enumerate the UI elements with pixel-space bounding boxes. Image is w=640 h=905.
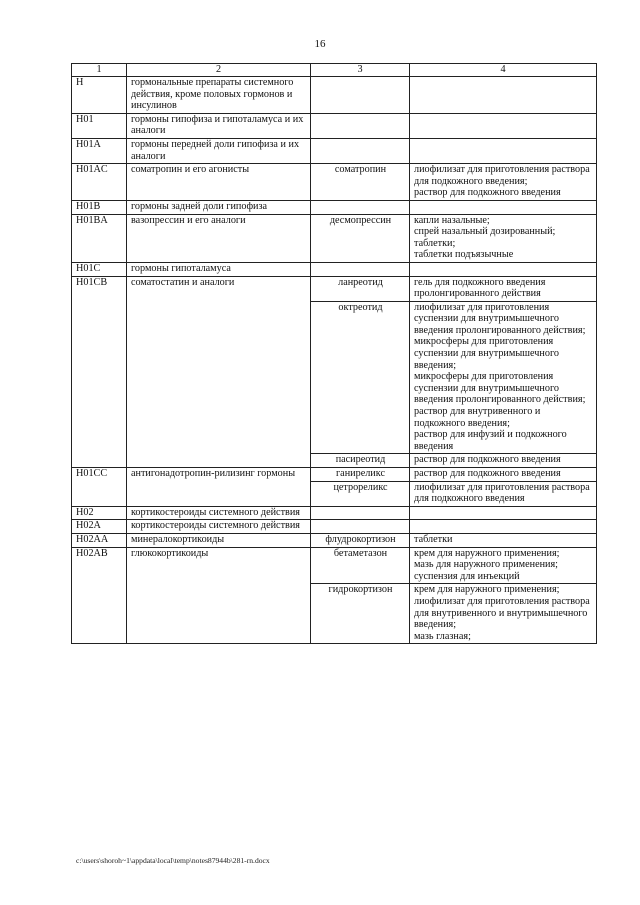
table-row xyxy=(72,533,597,547)
atc-group-name: кортикостероиды системного действия xyxy=(127,506,311,520)
dosage-form xyxy=(410,454,597,468)
table-row xyxy=(72,138,597,163)
table-row xyxy=(72,506,597,520)
atc-group-name: соматропин и его агонисты xyxy=(127,164,311,201)
drug-name xyxy=(311,77,410,114)
dosage-form-line: лиофилизат для приготовления раствора для подкожного введения; xyxy=(414,164,590,187)
atc-group-name: минералокортикоиды xyxy=(127,533,311,547)
drug-name xyxy=(311,138,410,163)
drug-name: соматропин xyxy=(311,164,410,201)
atc-group-name: гормоны гипоталамуса xyxy=(127,262,311,276)
table-row xyxy=(72,214,597,262)
atc-code: H01C xyxy=(72,262,127,276)
drug-name xyxy=(311,200,410,214)
footer-file-path: c:\users\shoroh~1\appdata\local\temp\notes87944b\281-rn.docx xyxy=(76,856,270,865)
drug-name: флудрокортизон xyxy=(311,533,410,547)
dosage-form xyxy=(410,276,597,301)
table-row xyxy=(72,200,597,214)
drug-name: ганиреликс xyxy=(311,468,410,482)
drug-name: ланреотид xyxy=(311,276,410,301)
drug-name: октреотид xyxy=(311,301,410,454)
atc-group-name: гормональные препараты системного действия, кроме половых гормонов и инсулинов xyxy=(127,77,311,114)
atc-code: H02 xyxy=(72,506,127,520)
drug-name: цетрореликс xyxy=(311,481,410,506)
atc-code: H02AB xyxy=(72,547,127,644)
column-header: 3 xyxy=(311,64,410,77)
dosage-form-line: раствор для подкожного введения xyxy=(414,454,561,466)
dosage-form xyxy=(410,138,597,163)
atc-group-name: глюкокортикоиды xyxy=(127,547,311,644)
dosage-form-line: таблетки подъязычные xyxy=(414,249,514,261)
atc-code: H01B xyxy=(72,200,127,214)
table-row xyxy=(72,547,597,584)
table-row xyxy=(72,164,597,201)
atc-code: H01 xyxy=(72,113,127,138)
dosage-form xyxy=(410,584,597,644)
dosage-form xyxy=(410,468,597,482)
dosage-form-line: мазь глазная; xyxy=(414,630,471,642)
table-row xyxy=(72,77,597,114)
dosage-form-line: раствор для инфузий и подкожного введения xyxy=(414,429,567,452)
drug-name: пасиреотид xyxy=(311,454,410,468)
dosage-form-line: гель для подкожного введения пролонгированного действия xyxy=(414,276,546,300)
atc-code: H01BA xyxy=(72,214,127,262)
atc-code: H02A xyxy=(72,520,127,534)
dosage-form-line: лиофилизат для приготовления раствора для подкожного введения xyxy=(414,481,590,505)
column-header: 2 xyxy=(127,64,311,77)
dosage-form-line: микросферы для приготовления суспензии для внутримышечного введения; xyxy=(414,336,559,371)
dosage-form xyxy=(410,301,597,454)
column-header: 1 xyxy=(72,64,127,77)
atc-group-name: гормоны передней доли гипофиза и их аналоги xyxy=(127,138,311,163)
drug-name: десмопрессин xyxy=(311,214,410,262)
atc-group-name: кортикостероиды системного действия xyxy=(127,520,311,534)
atc-group-name: вазопрессин и его аналоги xyxy=(127,214,311,262)
dosage-form xyxy=(410,506,597,520)
drug-table xyxy=(71,63,597,644)
dosage-form xyxy=(410,481,597,506)
table-header-row xyxy=(72,64,597,77)
drug-name xyxy=(311,262,410,276)
atc-code: H01CC xyxy=(72,468,127,507)
dosage-form-line: мазь для наружного применения; xyxy=(414,559,559,571)
drug-name xyxy=(311,520,410,534)
atc-group-name: гормоны гипофиза и гипоталамуса и их аналоги xyxy=(127,113,311,138)
dosage-form-line: крем для наружного применения; xyxy=(414,547,560,559)
atc-code: H01A xyxy=(72,138,127,163)
dosage-form xyxy=(410,547,597,584)
table-row xyxy=(72,276,597,301)
dosage-form xyxy=(410,262,597,276)
dosage-form-line: раствор для внутривенного и подкожного введения; xyxy=(414,406,541,429)
dosage-form xyxy=(410,520,597,534)
dosage-form xyxy=(410,214,597,262)
dosage-form-line: спрей назальный дозированный; xyxy=(414,226,556,238)
table-row xyxy=(72,468,597,482)
dosage-form xyxy=(410,113,597,138)
dosage-form-line: лиофилизат для приготовления суспензии для внутримышечного введения пролонгированного действия; xyxy=(414,301,586,336)
dosage-form-line: таблетки; xyxy=(414,237,456,249)
dosage-form xyxy=(410,164,597,201)
dosage-form-line: лиофилизат для приготовления раствора для внутривенного и внутримышечного введения; xyxy=(414,595,590,631)
dosage-form-line: крем для наружного применения; xyxy=(414,584,560,596)
dosage-form-line: суспензия для инъекций xyxy=(414,570,520,582)
dosage-form-line: микросферы для приготовления суспензии для внутримышечного введения пролонгированного действия; xyxy=(414,371,586,406)
atc-group-name: антигонадотропин-рилизинг гормоны xyxy=(127,468,311,507)
drug-name xyxy=(311,506,410,520)
atc-code: H xyxy=(72,77,127,114)
atc-code: H02AA xyxy=(72,533,127,547)
atc-group-name: гормоны задней доли гипофиза xyxy=(127,200,311,214)
dosage-form-line: таблетки xyxy=(414,533,453,545)
page-number: 16 xyxy=(314,38,326,50)
atc-code: H01AC xyxy=(72,164,127,201)
table-row xyxy=(72,262,597,276)
atc-group-name: соматостатин и аналоги xyxy=(127,276,311,468)
table-row xyxy=(72,113,597,138)
dosage-form-line: капли назальные; xyxy=(414,214,490,226)
dosage-form xyxy=(410,200,597,214)
table-row xyxy=(72,520,597,534)
drug-name: бетаметазон xyxy=(311,547,410,584)
atc-code: H01CB xyxy=(72,276,127,468)
dosage-form-line: раствор для подкожного введения xyxy=(414,468,561,479)
dosage-form xyxy=(410,77,597,114)
drug-name xyxy=(311,113,410,138)
drug-name: гидрокортизон xyxy=(311,584,410,644)
dosage-form-line: раствор для подкожного введения xyxy=(414,187,561,199)
dosage-form xyxy=(410,533,597,547)
column-header: 4 xyxy=(410,64,597,77)
